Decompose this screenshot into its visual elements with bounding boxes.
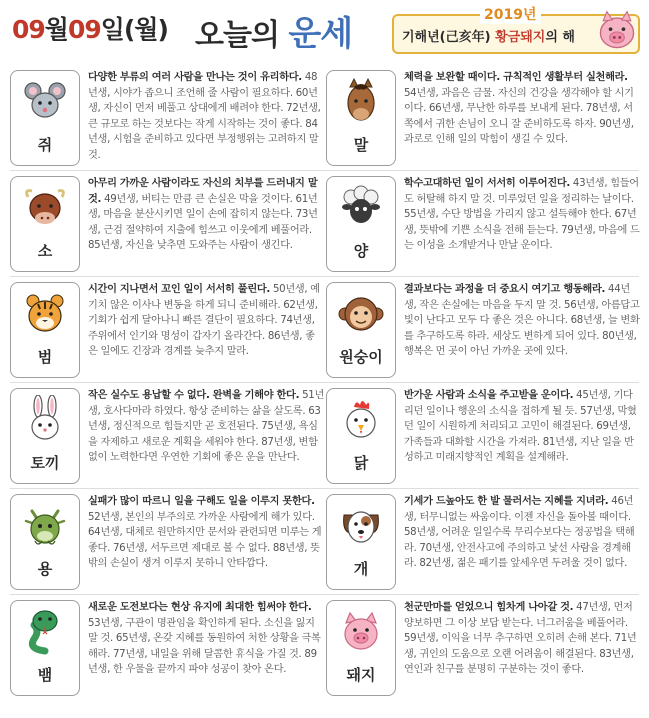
fortune-row — [0, 596, 649, 700]
fortune-lead: 작은 실수도 용납할 수 없다. 완벽을 기해야 한다. — [88, 390, 300, 401]
zodiac-card — [326, 388, 396, 484]
tiger-icon — [20, 289, 70, 339]
animal-name: 쥐 — [37, 136, 53, 154]
rat-icon — [20, 77, 70, 127]
animal-name: 원숭이 — [339, 348, 383, 366]
fortune-lead: 새로운 도전보다는 현상 유지에 최대한 힘써야 한다. — [88, 602, 312, 613]
year-badge — [392, 7, 640, 54]
day-number: 09 — [67, 15, 101, 44]
pig-icon — [594, 8, 640, 54]
fortune-text — [88, 70, 324, 168]
fortune-tiger — [10, 278, 328, 382]
badge-year: 2019년 — [480, 4, 541, 24]
zodiac-card — [10, 70, 80, 166]
weekday: (월) — [123, 15, 168, 44]
fortune-text — [404, 600, 640, 698]
zodiac-card — [326, 70, 396, 166]
fortune-pig — [326, 596, 644, 700]
pig-icon — [336, 607, 386, 657]
fortune-lead: 체력을 보완할 때이다. 규칙적인 생활부터 실천해라. — [404, 72, 628, 83]
animal-name: 토끼 — [30, 454, 60, 472]
fortune-body: 51년생, 호사다마라 하였다. 항상 준비하는 삶을 살도록. 63년생, 정신적으로 힘들지만 곧 호전된다. 75년생, 욕심을 자제하고 새로운 계획을 세워야 한다. 87년생, 변함없이 노력한다면 우연한 기회에 좋은 운을 만난다. — [88, 390, 324, 463]
fortune-lead: 천군만마를 얻었으니 힘차게 나아갈 것. — [404, 602, 574, 613]
zodiac-card — [326, 494, 396, 590]
sheep-icon — [336, 183, 386, 233]
fortune-text — [88, 176, 324, 274]
fortune-row — [0, 172, 649, 276]
fortune-text — [404, 70, 640, 168]
animal-name: 범 — [37, 348, 53, 366]
fortune-lead: 다양한 부류의 여러 사람을 만나는 것이 유리하다. — [88, 72, 302, 83]
dragon-icon — [20, 501, 70, 551]
fortune-text — [404, 176, 640, 274]
fortune-body: 48년생, 시야가 좁으니 조언해 줄 사람이 필요하다. 60년생, 자신이 먼저 베풀고 상대에게 배려야 한다. 72년생, 큰 규모로 하는 것보다는 작게 시작하는 것이 좋다. 84년생, 시험을 준비하고 있다면 부정행위는 고려하지 말 것. — [88, 72, 321, 161]
fortune-sheep — [326, 172, 644, 276]
animal-name: 뱀 — [37, 666, 53, 684]
fortune-text — [88, 494, 324, 592]
animal-name: 용 — [37, 560, 53, 578]
fortune-body: 49년생, 버티는 만큼 큰 손실은 막을 것이다. 61년생, 마음을 분산시키면 일이 손에 잡히지 않는다. 73년생, 근검 절약하여 지출에 힘쓰고 이웃에게 베풀어라. 85년생, 자신을 낮추면 도와주는 사람이 생긴다. — [88, 193, 318, 251]
fortune-lead: 기세가 드높아도 한 발 물러서는 지혜를 지녀라. — [404, 496, 609, 507]
dog-icon — [336, 501, 386, 551]
badge-prefix: 기해년(己亥年) — [402, 30, 491, 45]
fortune-text — [404, 388, 640, 486]
monkey-icon — [336, 289, 386, 339]
page-header — [0, 0, 649, 64]
rooster-icon — [336, 395, 386, 445]
zodiac-card — [326, 176, 396, 272]
zodiac-card — [10, 388, 80, 484]
fortune-text — [88, 600, 324, 698]
fortune-lead: 반가운 사람과 소식을 주고받을 운이다. — [404, 390, 574, 401]
month-unit: 월 — [44, 15, 68, 44]
fortune-snake — [10, 596, 328, 700]
fortune-dragon — [10, 490, 328, 594]
fortune-body: 44년생, 작은 손실에는 마음을 두지 말 것. 56년생, 아름답고 빛이 난다고 모두 다 좋은 것은 아니다. 68년생, 늘 변화를 추구하도록 하라. 세상도 변하게 되어 있다. 80년생, 행복은 먼 곳이 아닌 가까운 곳에 있다. — [404, 284, 640, 357]
fortune-lead: 시간이 지나면서 꼬인 일이 서서히 풀린다. — [88, 284, 271, 295]
fortune-text — [404, 494, 640, 592]
fortune-row — [0, 278, 649, 382]
zodiac-card — [326, 600, 396, 696]
fortune-ox — [10, 172, 328, 276]
date-label — [12, 10, 168, 46]
animal-name: 말 — [353, 136, 369, 154]
zodiac-card — [10, 494, 80, 590]
fortune-monkey — [326, 278, 644, 382]
badge-suffix: 의 해 — [545, 30, 575, 45]
fortune-row — [0, 384, 649, 488]
fortune-body: 50년생, 예기치 않은 이사나 변동을 하게 되니 준비해라. 62년생, 기회가 쉽게 달아나니 빠른 결단이 필요하다. 74년생, 주위에서 인기와 명성이 갑자기 올라간다. 86년생, 좋은 일에도 긴장과 경계를 늦추지 말라. — [88, 284, 320, 357]
title-prefix: 오늘의 — [195, 18, 279, 53]
fortune-lead: 실패가 많이 따르니 일을 구해도 일을 이루지 못한다. — [88, 496, 315, 507]
fortune-row — [0, 66, 649, 170]
row-divider — [10, 488, 639, 489]
fortune-rat — [10, 66, 328, 170]
row-divider — [10, 170, 639, 171]
animal-name: 닭 — [353, 454, 369, 472]
page-title — [195, 6, 352, 55]
row-divider — [10, 382, 639, 383]
fortune-lead: 아무리 가까운 사람이라도 자신의 치부를 드러내지 말 것. — [88, 178, 318, 205]
fortune-lead: 학수고대하던 일이 서서히 이루어진다. — [404, 178, 570, 189]
fortune-text — [88, 282, 324, 380]
fortune-horse — [326, 66, 644, 170]
zodiac-card — [326, 282, 396, 378]
fortune-body: 45년생, 기다리던 일이나 행운의 소식을 접하게 될 듯. 57년생, 막혔던 일이 시원하게 처리되고 고민이 해결된다. 69년생, 가족들과 대화할 시간을 가져라. 81년생, 지난 일을 반성하고 미래지향적인 계획을 설계해라. — [404, 390, 637, 463]
title-main: 운세 — [288, 14, 353, 54]
fortune-body: 47년생, 먼저 양보하면 그 이상 보답 받는다. 너그러움을 베풀어라. 59년생, 이익을 너무 추구하면 오히려 손해 본다. 71년생, 귀인의 도움으로 오랜 어려움이 해결된다. 83년생, 연인과 친구를 분명히 구분하는 것이 좋다. — [404, 602, 637, 675]
animal-name: 돼지 — [346, 666, 376, 684]
fortune-body: 54년생, 과음은 금물. 자신의 건강을 생각해야 할 시기이다. 66년생, 무난한 하루를 보내게 된다. 78년생, 서쪽에서 귀한 손님이 오니 잘 준비하도록 하자. 90년생, 과로로 인해 일의 막힘이 생길 수 있다. — [404, 87, 634, 145]
animal-name: 개 — [353, 560, 369, 578]
fortune-body: 43년생, 힘들어도 허탈해 하지 말 것. 미루었던 일을 정리하는 날이다. 55년생, 수단 방법을 가리지 않고 설득해야 한다. 67년생, 뜻밖에 기쁜 소식을 전해 듣는다. 79년생, 마음에 드는 이성을 소개받거나 만날 운이다. — [404, 178, 640, 251]
day-unit: 일 — [100, 15, 124, 44]
fortune-rabbit — [10, 384, 328, 488]
zodiac-card — [10, 600, 80, 696]
fortune-body: 46년생, 터무니없는 싸움이다. 이젠 자신을 돌아볼 때이다. 58년생, 어려운 일일수록 무리수보다는 정공법을 택해라. 70년생, 안전사고에 주의하고 낯선 사람을 경계해라. 82년생, 젊은 패기를 앞세우면 두려울 것이 없다. — [404, 496, 635, 569]
row-divider — [10, 594, 639, 595]
fortune-row — [0, 490, 649, 594]
fortune-text — [404, 282, 640, 380]
animal-name: 양 — [353, 242, 369, 260]
zodiac-card — [10, 282, 80, 378]
fortune-text — [88, 388, 324, 486]
month-number: 09 — [12, 15, 45, 44]
rabbit-icon — [20, 395, 70, 445]
fortune-dog — [326, 490, 644, 594]
badge-text — [402, 26, 575, 45]
fortune-lead: 결과보다는 과정을 더 중요시 여기고 행동해라. — [404, 284, 606, 295]
row-divider — [10, 276, 639, 277]
fortune-rooster — [326, 384, 644, 488]
fortune-body: 53년생, 구관이 명관임을 확인하게 된다. 소신을 잃지 말 것. 65년생, 온갖 지혜를 동원하여 처한 상황을 극복해라. 77년생, 내일을 위해 달콤한 휴식을 가질 것. 89년생, 한 우물을 끝까지 파야 성공이 찾아 온다. — [88, 617, 321, 675]
ox-icon — [20, 183, 70, 233]
animal-name: 소 — [37, 242, 53, 260]
snake-icon — [20, 607, 70, 657]
zodiac-card — [10, 176, 80, 272]
horse-icon — [336, 77, 386, 127]
fortune-body: 52년생, 본인의 부주의로 가까운 사람에게 해가 있다. 64년생, 대체로 원만하지만 문서와 관련되면 미루는 게 좋다. 76년생, 서두르면 제대로 볼 수 없다. 88년생, 뜻밖의 손실이 생겨 이루지 못하니 안타깝다. — [88, 511, 322, 569]
badge-highlight: 황금돼지 — [495, 30, 546, 45]
